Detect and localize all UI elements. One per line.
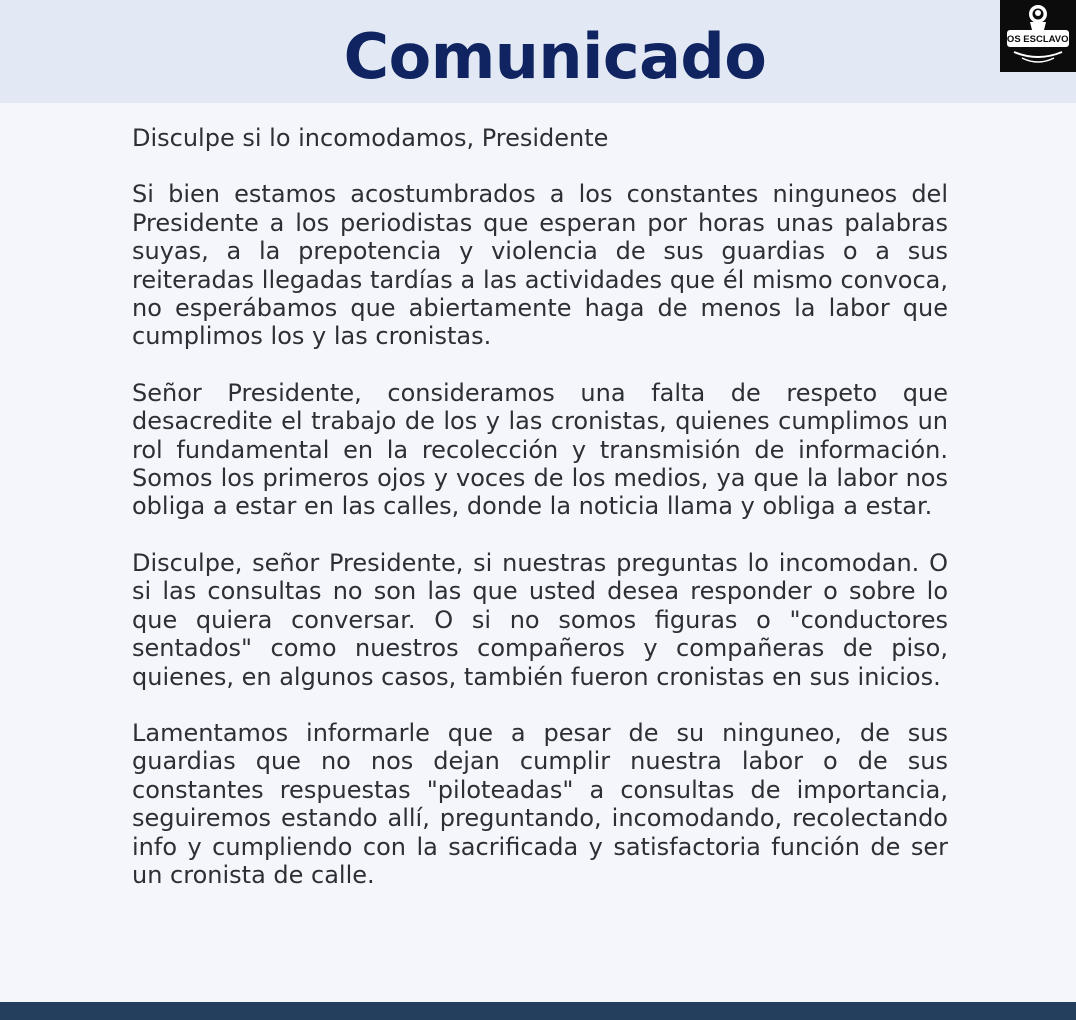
paragraph-1: Si bien estamos acostumbrados a los constantes ninguneos del Presidente a los periodistas que esperan por horas unas palabras suyas, a la prepotencia y violencia de sus guardias o a sus reiteradas llegadas tardías a las actividades que él mismo convoca, no esperábamos que abiertamente haga de menos la labor que cumplimos los y las cronistas. (132, 180, 948, 351)
paragraph-3: Disculpe, señor Presidente, si nuestras preguntas lo incomodan. O si las consultas no son las que usted desea responder o sobre lo que quiera conversar. O si no somos figuras o "conductores sentados" como nuestros compañeros y compañeras de piso, quienes, en algunos casos, también fueron cronistas en sus inicios. (132, 548, 948, 691)
logo-text: LOS ESCLAVOS (1001, 34, 1075, 45)
header-band (0, 0, 1076, 103)
letter-body (132, 124, 948, 917)
page-title: Comunicado (343, 20, 767, 93)
paragraph-2: Señor Presidente, consideramos una falta de respeto que desacredite el trabajo de los y las cronistas, quienes cumplimos un rol fundamental en la recolección y transmisión de información. Somos los primeros ojos y voces de los medios, ya que la labor nos obliga a estar en las calles, donde la noticia llama y obliga a estar. (132, 378, 948, 521)
logo (1000, 0, 1076, 72)
paragraph-4: Lamentamos informarle que a pesar de su ninguneo, de sus guardias que no nos dejan cumplir nuestra labor o de sus constantes respuestas "piloteadas" a consultas de importancia, seguiremos estando allí, preguntando, incomodando, recolectando info y cumpliendo con la sacrificada y satisfactoria función de ser un cronista de calle. (132, 718, 948, 889)
salutation: Disculpe si lo incomodamos, Presidente (132, 124, 609, 152)
footer-bar (0, 1002, 1076, 1020)
logo-icon (1000, 0, 1076, 72)
